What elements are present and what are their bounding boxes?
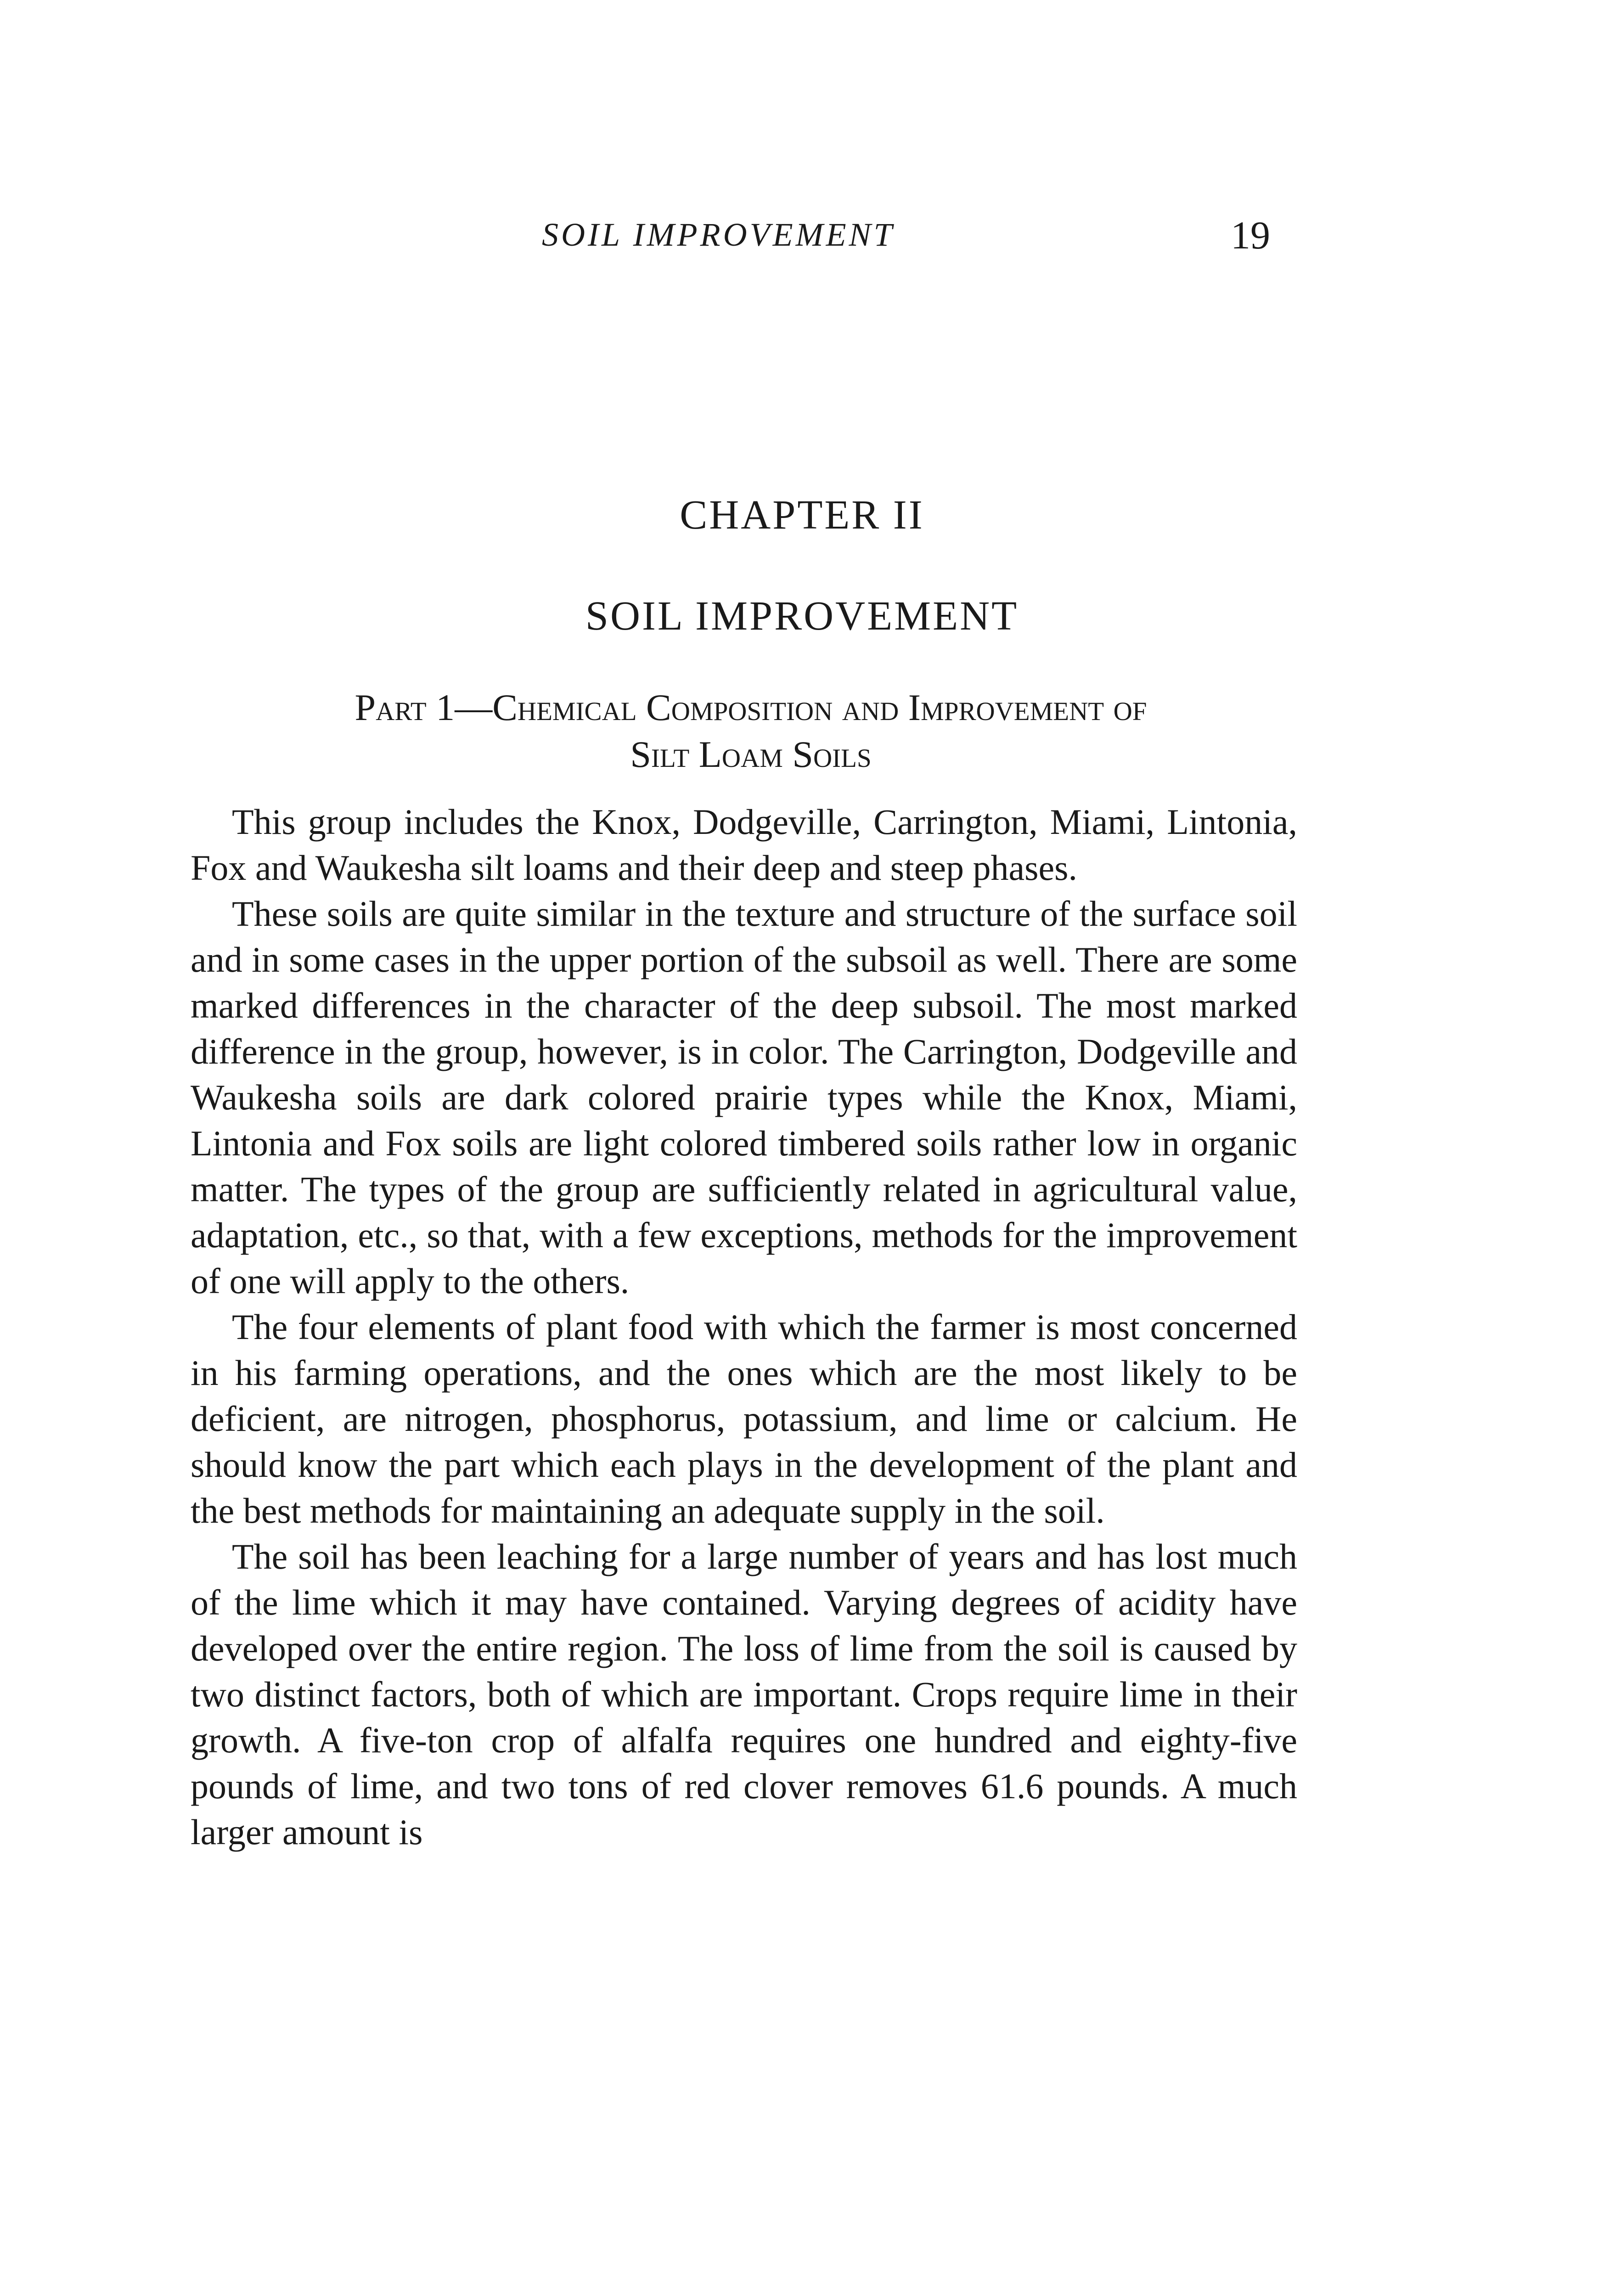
page-number: 19 xyxy=(1231,213,1270,257)
paragraph-4: The soil has been leaching for a large number of years and has lost much of the lime which it may have contained. Varying degrees of acidity have developed over the entire region. The loss of lime from the soil is caused by two distinct factors, both of which are important. Crops require lime in their growth. A five-ton crop of alfalfa requires one hundred and eighty-five pounds of lime, and two tons of red clover removes 61.6 pounds. A much larger amount is xyxy=(191,1536,1297,1852)
chapter-heading: CHAPTER II xyxy=(680,492,924,538)
chapter-title: SOIL IMPROVEMENT xyxy=(585,593,1019,639)
body-text xyxy=(191,799,1297,1855)
running-title: SOIL IMPROVEMENT xyxy=(542,216,895,253)
paragraph-3: The four elements of plant food with which the farmer is most concerned in his farming operations, and the ones which are the most likely to be deficient, are nitrogen, phosphorus, potassium, and lime or calcium. He should know the part which each plays in the development of the plant and the best methods for maintaining an adequate supply in the soil. xyxy=(191,1307,1297,1531)
paragraph-2: These soils are quite similar in the texture and structure of the surface soil and in some cases in the upper portion of the subsoil as well. There are some marked differences in the character of the deep subsoil. The most marked difference in the group, however, is in color. The Carrington, Dodgeville and Waukesha soils are dark colored prairie types while the Knox, Miami, Lintonia and Fox soils are light colored timbered soils rather low in organic matter. The types of the group are sufficiently related in agricultural value, adaptation, etc., so that, with a few exceptions, methods for the improvement of one will apply to the others. xyxy=(191,894,1297,1301)
part-heading-line-1: Part 1—Chemical Composition and Improvement of xyxy=(355,687,1147,728)
part-heading-line-2: Silt Loam Soils xyxy=(630,733,872,775)
running-head xyxy=(0,213,1604,271)
part-heading xyxy=(211,684,1290,778)
paragraph-1: This group includes the Knox, Dodgeville, Carrington, Miami, Lintonia, Fox and Waukesha silt loams and their deep and steep phases. xyxy=(191,802,1297,888)
